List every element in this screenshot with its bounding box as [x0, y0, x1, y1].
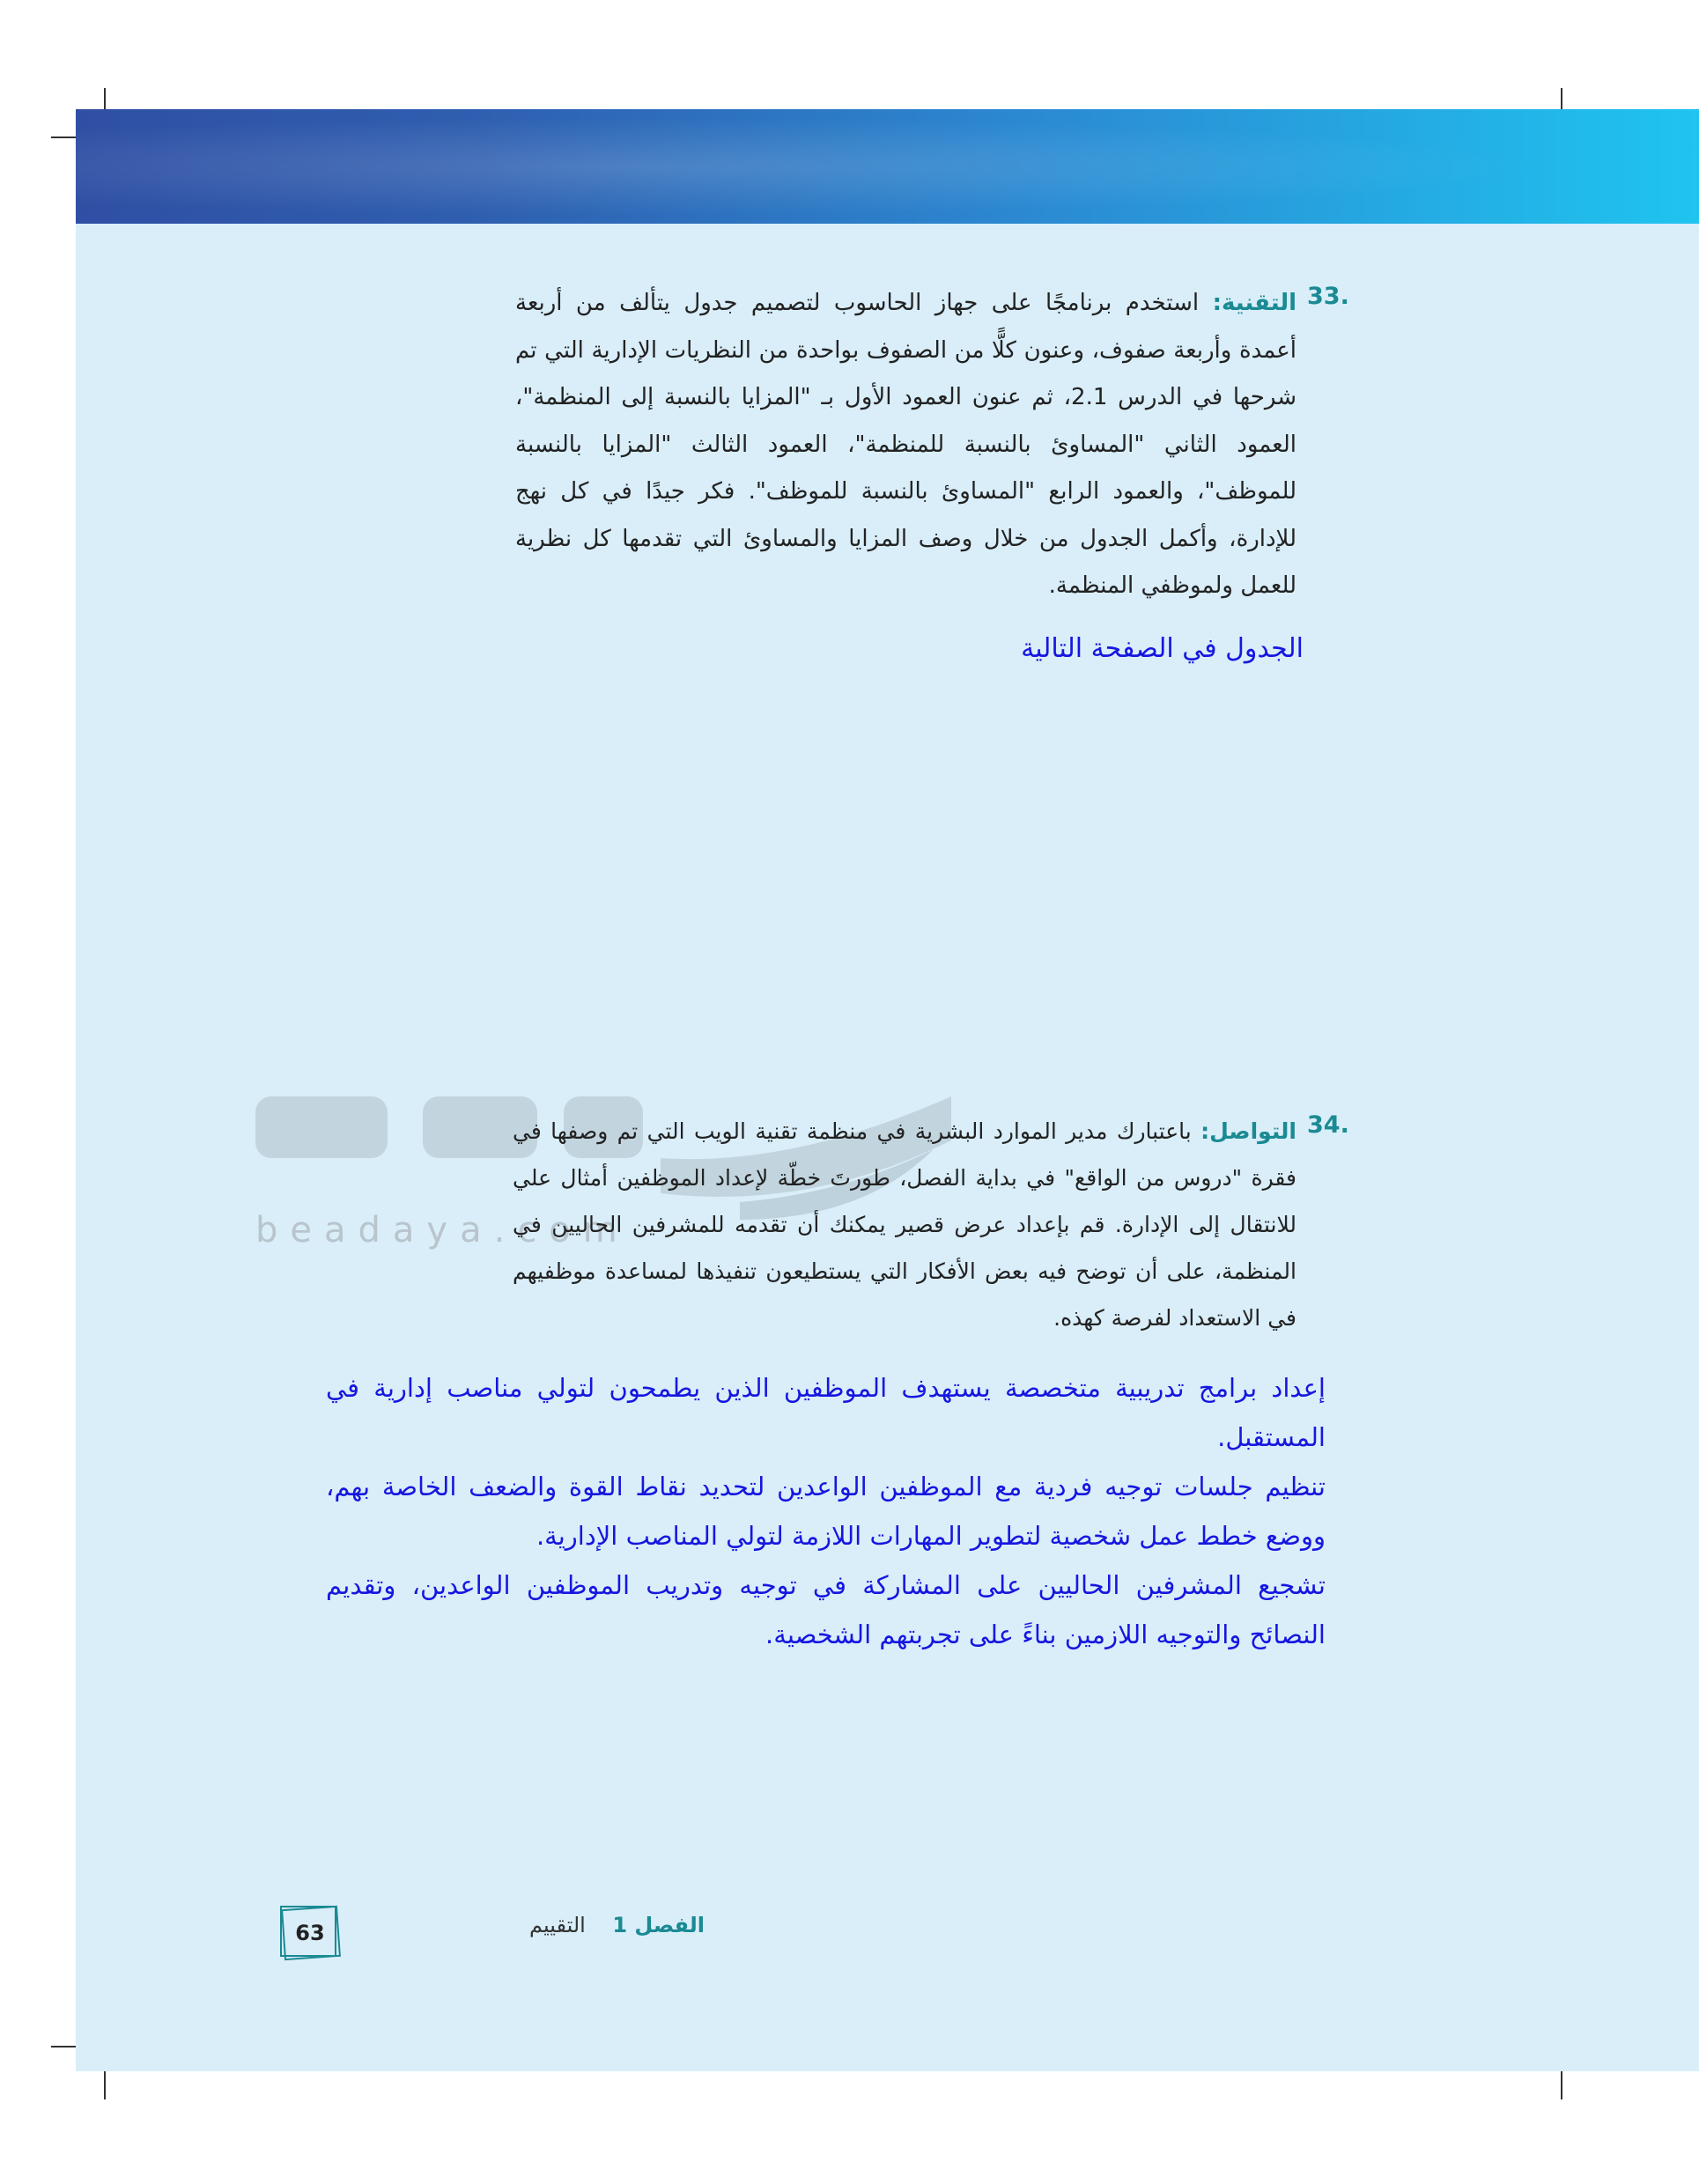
- header-band: [76, 109, 1699, 224]
- answer-item: إعداد برامج تدريبية متخصصة يستهدف الموظفين الذين يطمحون لتولي مناصب إدارية في المستقبل.: [326, 1373, 1326, 1452]
- question-text: باعتبارك مدير الموارد البشرية في منظمة تقنية الويب التي تم وصفها في فقرة "دروس من الواقع" في بداية الفصل، طورتَ خطّة لإعداد الموظفين أمثال علي للانتقال إلى الإدارة. قم بإعداد عرض قصير يمكنك أن تقدمه للمشرفين الحاليين في المنظمة، على أن توضح فيه بعض الأفكار التي يستطيعون تنفيذها لمساعدة موظفيهم في الاستعداد لفرصة كهذه.: [513, 1118, 1296, 1331]
- answer-item: تنظيم جلسات توجيه فردية مع الموظفين الواعدين لتحديد نقاط القوة والضعف الخاصة بهم، ووضع خطط عمل شخصية لتطوير المهارات اللازمة لتولي المناصب الإدارية.: [326, 1472, 1326, 1551]
- section-label: التقييم: [529, 1913, 586, 1937]
- question-topic: التقنية:: [1212, 290, 1297, 316]
- answer-34: [326, 1363, 1326, 1659]
- page-number-box: [280, 1906, 340, 1960]
- question-text: استخدم برنامجًا على جهاز الحاسوب لتصميم جدول يتألف من أربعة أعمدة وأربعة صفوف، وعنون كلًّا من الصفوف بواحدة من النظريات الإدارية التي تم شرحها في الدرس 2.1، ثم عنون العمود الأول بـ "المزايا بالنسبة إلى المنظمة"، العمود الثاني "المساوئ بالنسبة للمنظمة"، العمود الثالث "المزايا بالنسبة للموظف"، والعمود الرابع "المساوئ بالنسبة للموظف". فكر جيدًا في كل نهج للإدارة، وأكمل الجدول من خلال وصف المزايا والمساوئ التي تقدمها كل نظرية للعمل ولموظفي المنظمة.: [515, 290, 1296, 599]
- question-topic: التواصل:: [1200, 1118, 1296, 1144]
- question-34: [513, 1108, 1296, 1341]
- question-number: 33.: [1307, 283, 1349, 310]
- answer-item: تشجيع المشرفين الحاليين على المشاركة في توجيه وتدريب الموظفين الواعدين، وتقديم النصائح والتوجيه اللازمين بناءً على تجربتهم الشخصية.: [326, 1570, 1326, 1649]
- chapter-label: الفصل 1: [612, 1913, 705, 1937]
- footer-chapter: [493, 1913, 705, 1937]
- answer-33: الجدول في الصفحة التالية: [1021, 633, 1304, 664]
- watermark-text: beadaya.com: [255, 1210, 630, 1251]
- page-number: 63: [295, 1921, 325, 1945]
- question-33: [515, 280, 1296, 610]
- question-number: 34.: [1307, 1111, 1349, 1139]
